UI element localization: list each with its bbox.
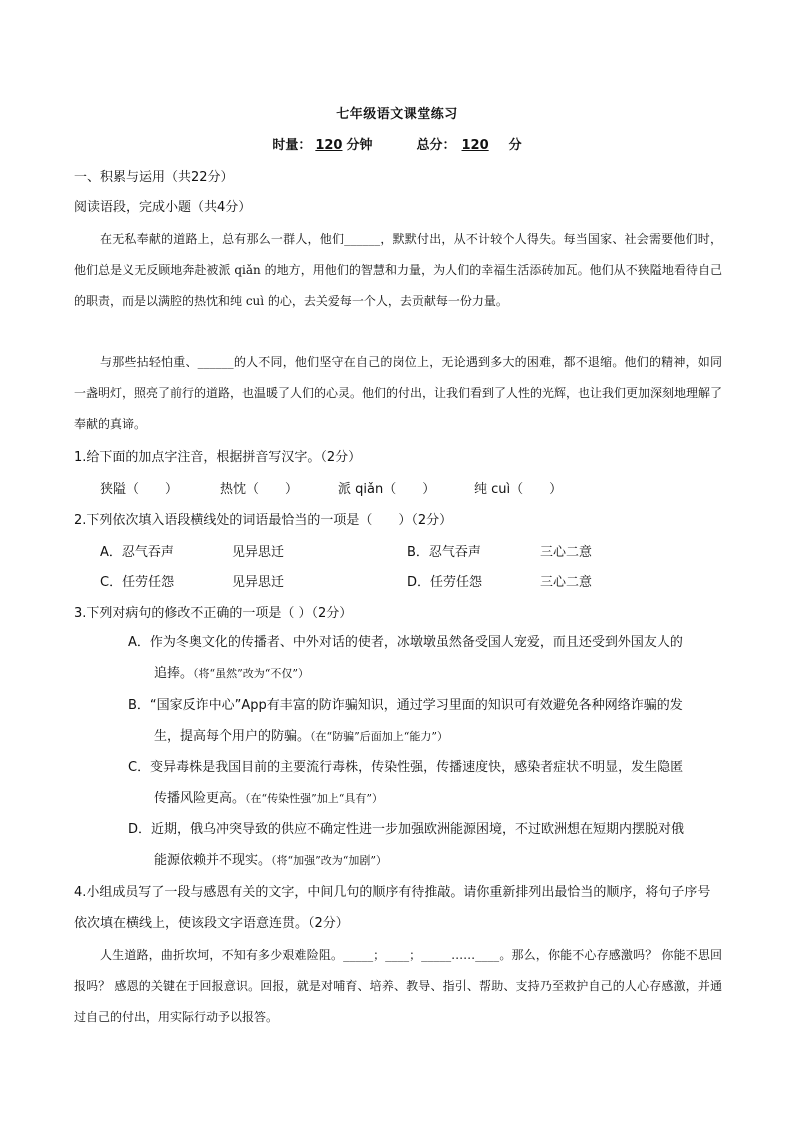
time-value: 120 <box>315 138 343 153</box>
time-label: 时量： <box>272 138 312 153</box>
q1-item: 狭隘（ ） <box>100 482 179 497</box>
q3-option-c-note: （在“传染性强”加上“具有”） <box>245 792 384 805</box>
time-unit: 分钟 <box>346 138 373 153</box>
score-label: 总分： <box>416 138 456 153</box>
question-1-stem: 1.给下面的加点字注音，根据拼音写汉字。（2分） <box>74 450 362 465</box>
q3-option-c-cont: 传播风险更高。 <box>154 791 246 806</box>
q2-option-b-word: 三心二意 <box>540 545 593 560</box>
question-4-passage: 人生道路，曲折坎坷，不知有多少艰难险阻。_____；____；_____……____。那么，你能不心存感激吗？ 你能不思回报吗？ 感恩的关键在于回报意识。回报，就是对哺育、培养、教导、指引、帮助、支持乃至救护自己的人心存感激，并通过自己的付出，用实际行动予以报答。 <box>74 948 722 1024</box>
passage-paragraph-2: 与那些拈轻怕重、______的人不同，他们坚守在自己的岗位上，无论遇到多大的困难，都不退缩。他们的精神，如同一盏明灯，照亮了前行的道路，也温暖了人们的心灵。他们的付出，让我们看到了人性的光辉，也让我们更加深刻地理解了奉献的真谛。 <box>74 355 723 431</box>
q2-option-c: C．任劳任怨 <box>100 575 175 590</box>
q3-option-b-text: B．“国家反诈中心”App有丰富的防诈骗知识，通过学习里面的知识可有效避免各种网络诈骗的发 <box>128 698 683 713</box>
score-unit: 分 <box>508 138 522 153</box>
score-value: 120 <box>461 138 489 153</box>
q3-option-a <box>128 627 722 689</box>
passage-paragraph-1: 在无私奉献的道路上，总有那么一群人，他们______，默默付出，从不计较个人得失。每当国家、社会需要他们时，他们总是义无反顾地奔赴被派 qiǎn 的地方，用他们的智慧和力量，为人们的幸福生活添砖加瓦。他们从不狭隘地看待自己的职责，而是以满腔的热忱和纯 cuì 的心，去关爱每一个人，去贡献每一份力量。 <box>74 232 722 308</box>
q3-option-b-note: （在“防骗”后面加上“能力”） <box>310 730 449 743</box>
q1-item: 热忱（ ） <box>220 482 299 497</box>
q3-option-b <box>128 690 722 752</box>
q1-item: 派 qiǎn（ ） <box>338 482 436 497</box>
q3-option-d-text: D．近期，俄乌冲突导致的供应不确定性进一步加强欧洲能源困境，不过欧洲想在短期内摆脱对俄 <box>128 822 685 837</box>
q3-option-a-note: （将“虽然”改为“不仅”） <box>193 667 310 680</box>
exam-meta <box>0 134 794 153</box>
q2-option-c-word: 见异思迁 <box>232 575 285 590</box>
q2-option-b: B．忍气吞声 <box>407 545 481 560</box>
question-2-stem: 2.下列依次填入语段横线处的词语最恰当的一项是（ ）（2分） <box>74 513 453 528</box>
q2-option-a-word: 见异思迁 <box>232 545 285 560</box>
reading-intro: 阅读语段，完成小题（共4分） <box>74 200 252 215</box>
q3-option-d-cont: 能源依赖并不现实。 <box>154 853 272 868</box>
q2-option-d: D．任劳任怨 <box>407 575 483 590</box>
q3-option-b-cont: 生，提高每个用户的防骗。 <box>154 729 311 744</box>
q2-option-a: A．忍气吞声 <box>100 545 174 560</box>
question-3-stem: 3.下列对病句的修改不正确的一项是（ ）（2分） <box>74 606 353 621</box>
q3-option-a-cont: 追捧。 <box>154 666 194 681</box>
q3-option-c <box>128 752 722 814</box>
q1-item: 纯 cuì（ ） <box>474 482 563 497</box>
q3-option-a-text: A．作为冬奥文化的传播者、中外对话的使者，冰墩墩虽然备受国人宠爱，而且还受到外国友人的 <box>128 635 683 650</box>
section-heading: 一、积累与运用（共22分） <box>74 170 234 185</box>
q3-option-c-text: C．变异毒株是我国目前的主要流行毒株，传染性强，传播速度快，感染者症状不明显，发生隐匿 <box>128 760 684 775</box>
q3-option-d <box>128 814 722 876</box>
q2-option-d-word: 三心二意 <box>540 575 593 590</box>
q3-option-d-note: （将“加强”改为“加剧”） <box>271 854 388 867</box>
question-4-stem: 4.小组成员写了一段与感恩有关的文字，中间几句的顺序有待推敲。请你重新排列出最恰当的顺序，将句子序号依次填在横线上，使该段文字语意连贯。（2分） <box>74 885 711 931</box>
page-title: 七年级语文课堂练习 <box>336 107 458 122</box>
